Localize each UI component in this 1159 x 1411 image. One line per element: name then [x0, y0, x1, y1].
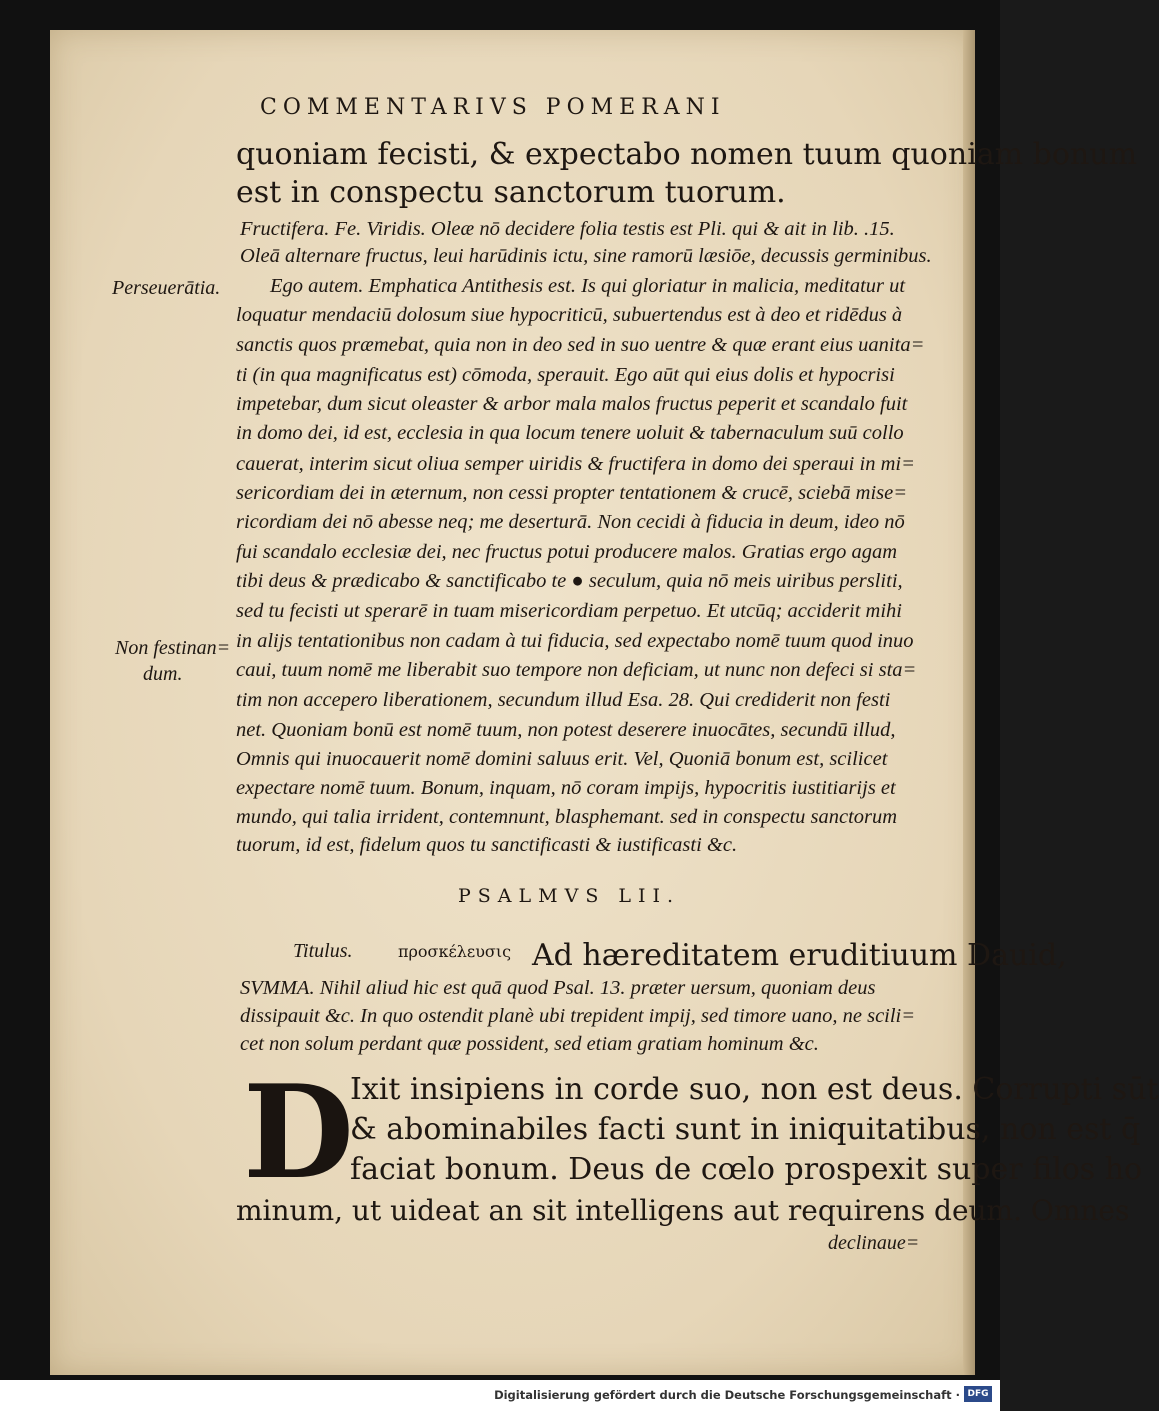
commentary-line: impetebar, dum sicut oleaster & arbor mala malos fructus peperit et scandalo fuit: [236, 393, 908, 415]
running-header: COMMENTARIVS POMERANI: [260, 95, 726, 120]
commentary-line: sanctis quos præmebat, quia non in deo sed in suo uentre & quæ erant eius uanita=: [236, 334, 925, 356]
commentary-line: fui scandalo ecclesiæ dei, nec fructus potui producere malos. Gratias ergo agam: [236, 541, 898, 563]
summa-line: dissipauit &c. In quo ostendit planè ubi trepident impij, sed timore uano, ne scili=: [240, 1005, 916, 1027]
commentary-line: expectare nomē tuum. Bonum, inquam, nō coram impijs, hypocritis iustitiarijs et: [236, 777, 896, 799]
commentary-line: Oleā alternare fructus, leui harūdinis ictu, sine ramorū læsiōe, decussis germinibus.: [240, 245, 932, 267]
commentary-line: Omnis qui inuocauerit nomē domini saluus erit. Vel, Quoniā bonum est, scilicet: [236, 748, 888, 770]
commentary-line: loquatur mendaciū dolosum siue hypocriticū, subuertendus est à deo et ridēdus à: [236, 304, 903, 326]
drop-cap-initial: D: [243, 1058, 354, 1208]
psalm-heading: PSALMVS LII.: [458, 885, 681, 907]
summa-line: SVMMA. Nihil aliud hic est quā quod Psal. 13. præter uersum, quoniam deus: [240, 977, 876, 999]
commentary-line: net. Quoniam bonū est nomē tuum, non potest deserere inuocātes, secundū illud,: [236, 719, 896, 741]
catchword: declinaue=: [828, 1232, 920, 1254]
commentary-line: ti (in qua magnificatus est) cōmoda, sperauit. Ego aūt qui eius dolis et hypocrisi: [236, 364, 895, 386]
dfg-logo-icon: DFG: [964, 1386, 992, 1402]
commentary-line: cauerat, interim sicut oliua semper uiridis & fructifera in domo dei speraui in mi=: [236, 453, 915, 475]
commentary-line: tuorum, id est, fidelum quos tu sanctificasti & iustificasti &c.: [236, 834, 738, 856]
psalm-text-line: & abominabiles facti sunt in iniquitatibus, non est q̄: [350, 1112, 1141, 1147]
margin-note-non-festinandum-cont: dum.: [143, 663, 183, 685]
main-text-line: est in conspectu sanctorum tuorum.: [236, 175, 786, 210]
commentary-line: sed tu fecisti ut sperarē in tuam misericordiam perpetuo. Et utcūq; acciderit mihi: [236, 600, 902, 622]
titulus-label: Titulus.: [293, 940, 353, 962]
titulus-text: Ad hæreditatem eruditiuum Dauid,: [532, 938, 1067, 973]
commentary-line: in domo dei, id est, ecclesia in qua locum tenere uoluit & tabernaculum suū collo: [236, 422, 904, 444]
commentary-line: Ego autem. Emphatica Antithesis est. Is qui gloriatur in malicia, meditatur ut: [270, 275, 906, 297]
commentary-line: mundo, qui talia irrident, contemnunt, blasphemant. sed in conspectu sanctorum: [236, 806, 898, 828]
commentary-line: caui, tuum nomē me liberabit suo tempore non deficiam, ut nunc non defeci si sta=: [236, 659, 917, 681]
commentary-line: in alijs tentationibus non cadam à tui fiducia, sed expectabo nomē tuum quod inuo: [236, 630, 914, 652]
commentary-line: tim non accepero liberationem, secundum illud Esa. 28. Qui crediderit non festi: [236, 689, 891, 711]
commentary-line: sericordiam dei in æternum, non cessi propter tentationem & crucē, sciebā mise=: [236, 482, 908, 504]
main-text-line: quoniam fecisti, & expectabo nomen tuum quoniam bonum: [236, 137, 1138, 172]
titulus-greek: προσκέλευσις: [398, 942, 512, 961]
commentary-line: ricordiam dei nō abesse neq; me deserturā. Non cecidi à fiducia in deum, ideo nō: [236, 511, 905, 533]
psalm-text-line: faciat bonum. Deus de cœlo prospexit super filos ho: [350, 1152, 1143, 1187]
commentary-line: tibi deus & prædicabo & sanctificabo te ● seculum, quia nō meis uiribus persliti,: [236, 570, 903, 592]
footer-bar: [0, 1380, 1000, 1411]
commentary-line: Fructifera. Fe. Viridis. Oleæ nō decidere folia testis est Pli. qui & ait in lib. .15.: [240, 218, 895, 240]
footer-credit: Digitalisierung gefördert durch die Deutsche Forschungsgemeinschaft ·: [494, 1388, 960, 1402]
margin-note-perseuerantia: Perseuerātia.: [112, 277, 221, 299]
summa-line: cet non solum perdant quæ possident, sed etiam gratiam hominum &c.: [240, 1033, 819, 1055]
margin-note-non-festinandum: Non festinan=: [115, 637, 231, 659]
psalm-text-line: Ixit insipiens in corde suo, non est deus. Corrupti sūt: [350, 1072, 1159, 1107]
psalm-text-line: minum, ut uideat an sit intelligens aut requirens deum. Omnes: [236, 1194, 1130, 1227]
